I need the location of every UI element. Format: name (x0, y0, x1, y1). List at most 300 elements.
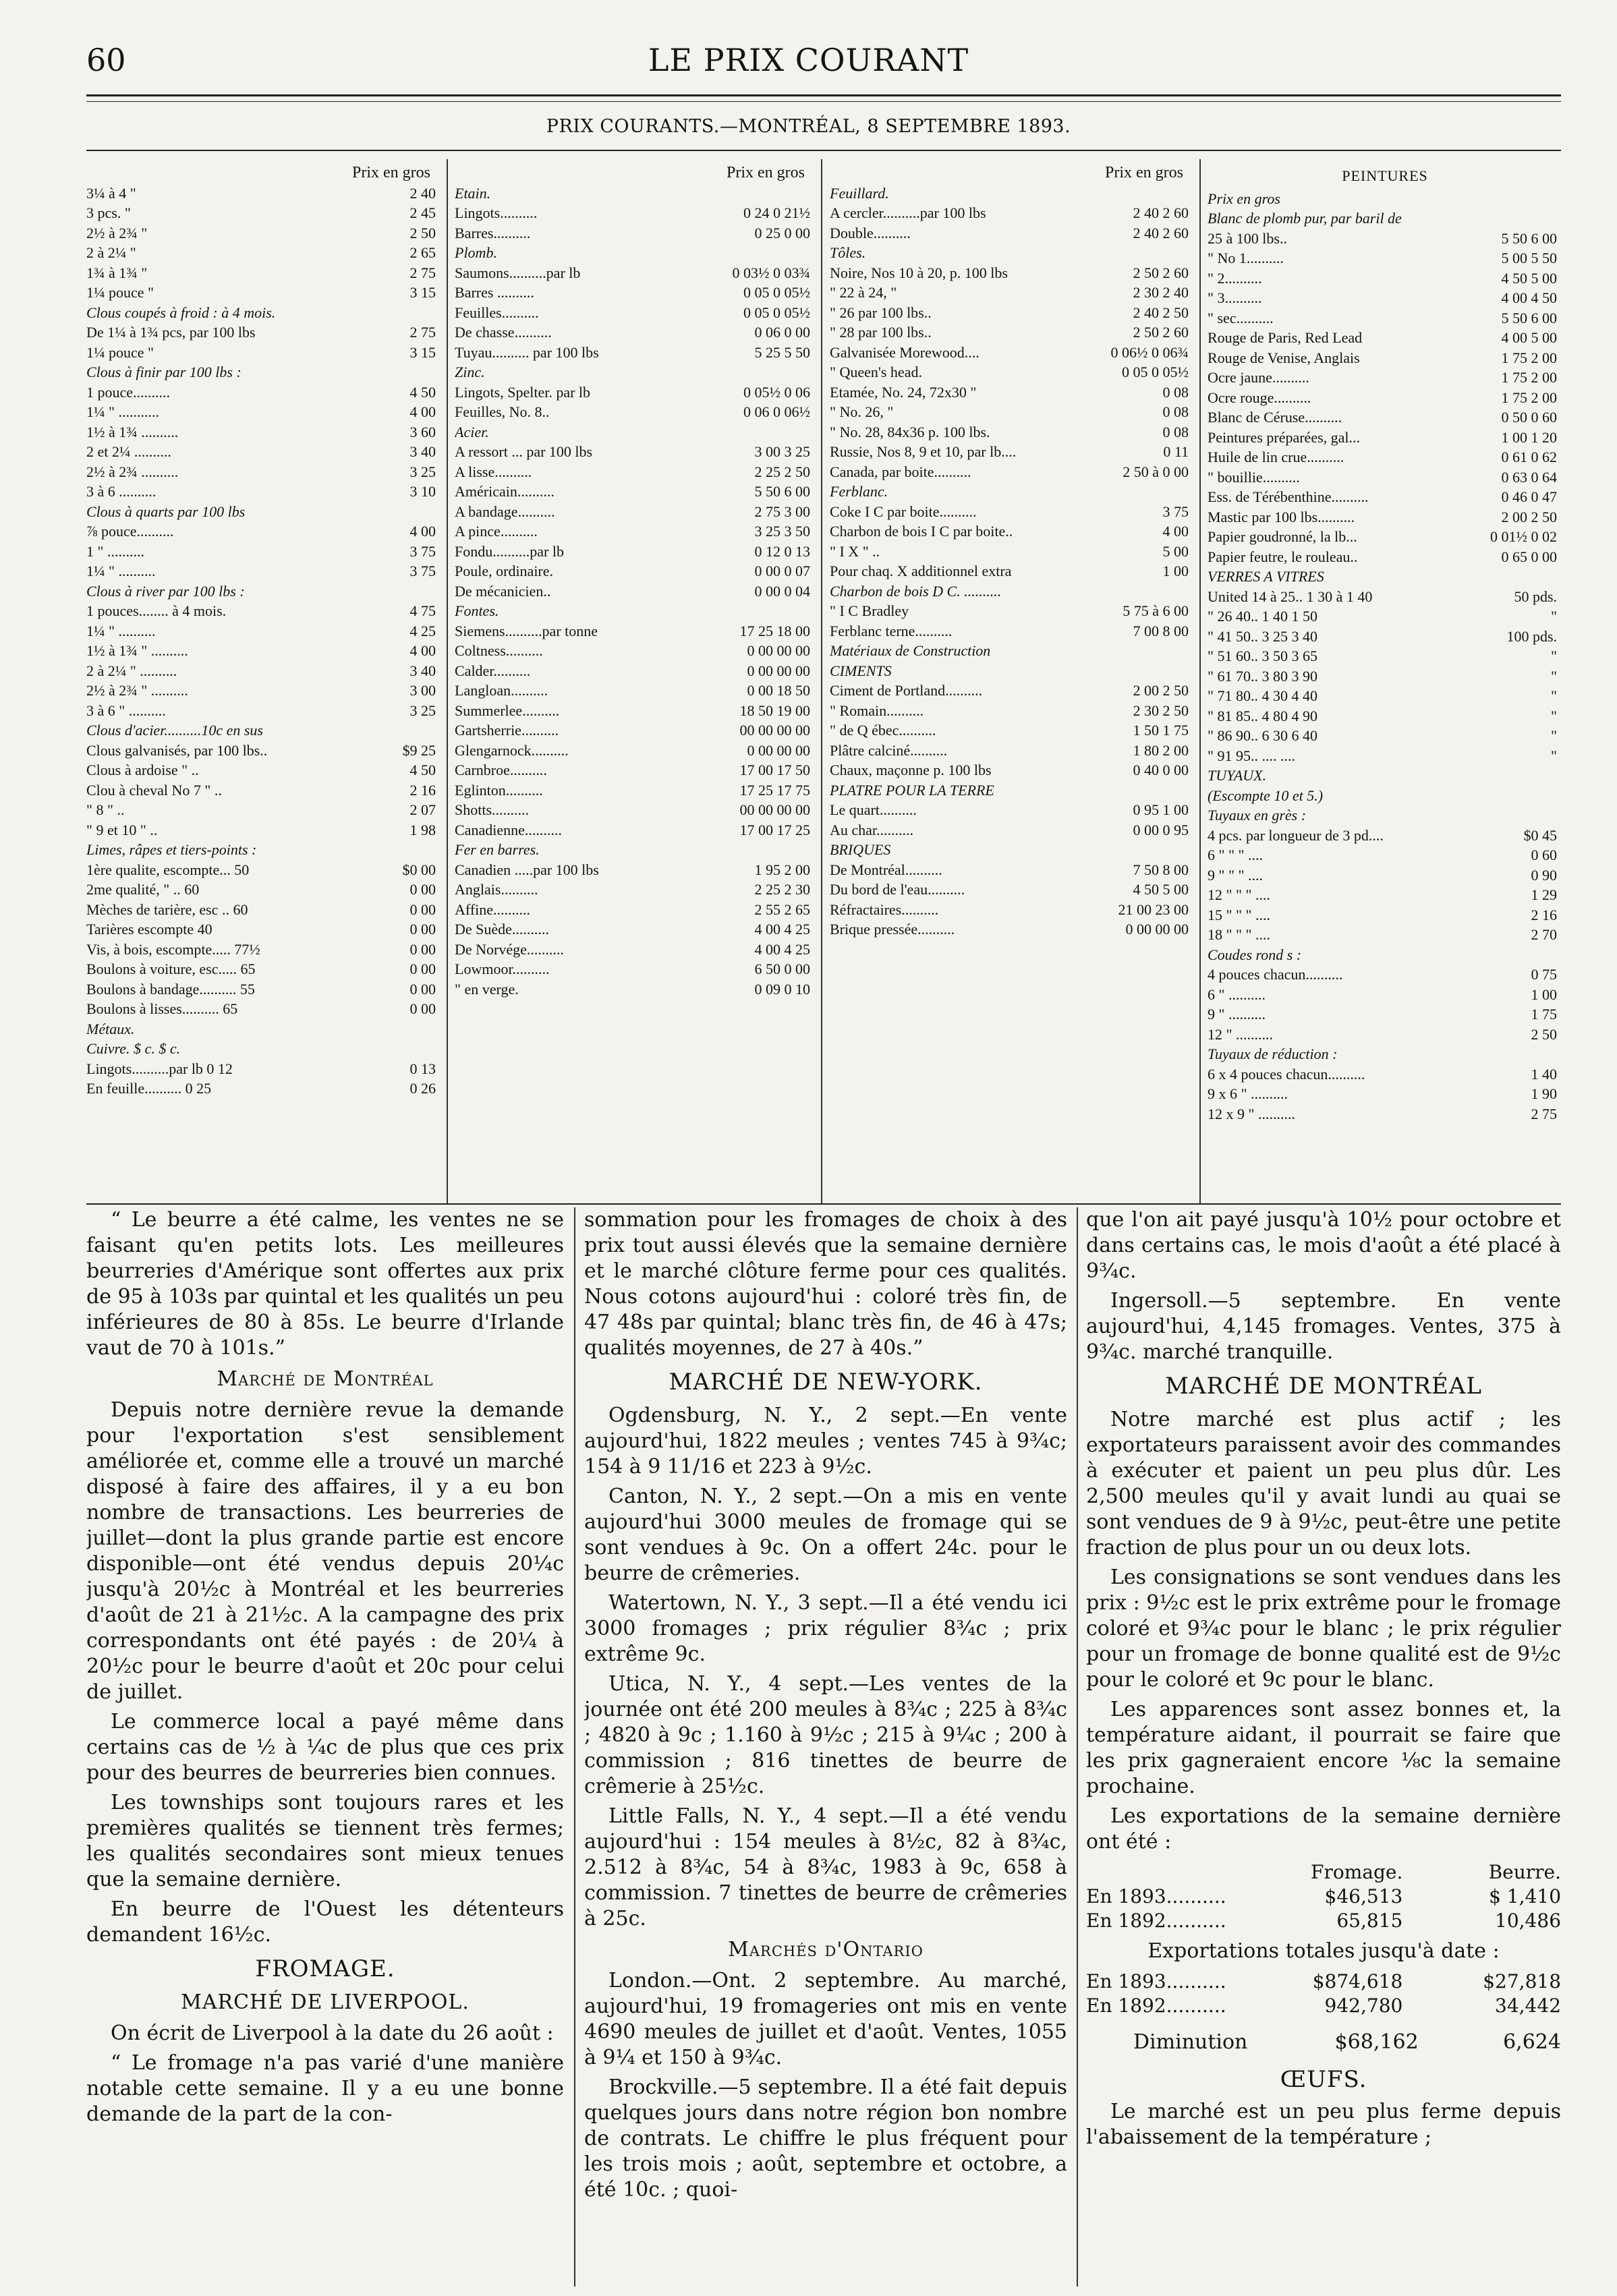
item-price (1101, 183, 1194, 204)
price-lines (86, 183, 441, 1099)
price-line (86, 343, 441, 363)
item-price: 2 30 2 40 (1133, 284, 1189, 301)
item-price: 2 50 (1531, 1025, 1557, 1043)
item-label: De Suède.......... (455, 921, 549, 938)
price-line (86, 362, 441, 382)
item-label: Langloan.......... (455, 682, 548, 699)
section-heading: FROMAGE. (255, 1955, 395, 1982)
price-line (455, 641, 816, 661)
item-price (1101, 581, 1194, 602)
item-price: 4 00 4 25 (754, 940, 810, 958)
item-label: Canadienne.......... (455, 821, 562, 838)
item-label: 1¼ " ........... (86, 403, 159, 420)
item-label: Clous à finir par 100 lbs : (86, 364, 242, 380)
item-price: 17 25 18 00 (739, 622, 810, 639)
item-price: 0 00 00 00 (1125, 921, 1189, 938)
price-line (830, 521, 1194, 542)
item-price: 3 00 (409, 682, 436, 699)
item-label: " 28 par 100 lbs.. (830, 324, 932, 341)
item-label: Lingots, Spelter. par lb (455, 383, 591, 401)
item-price (722, 183, 816, 204)
exports-header-butter: Beurre. (1488, 1861, 1561, 1883)
item-price: 0 65 0 00 (1501, 548, 1557, 565)
diminution-label: Diminution (1133, 2030, 1248, 2054)
item-price: 0 05 0 05½ (1122, 364, 1189, 380)
price-line (86, 720, 441, 741)
item-label: Réfractaires.......... (830, 900, 939, 918)
item-price (1469, 208, 1562, 229)
item-price: 4 00 (1162, 523, 1189, 540)
price-line (830, 741, 1194, 761)
item-label: Tuyaux de réduction : (1208, 1045, 1338, 1062)
item-label: 3 à 6 " .......... (86, 701, 166, 719)
item-label: " 91 95.. .... .... (1208, 747, 1295, 764)
price-line (455, 402, 816, 422)
price-line (830, 203, 1194, 223)
price-line (1208, 1064, 1562, 1085)
price-line (1208, 229, 1562, 249)
price-line (830, 800, 1194, 820)
item-label: 12 " .......... (1208, 1025, 1273, 1043)
price-line (455, 900, 816, 920)
item-price: " (1551, 667, 1557, 685)
item-price: 2 25 2 30 (754, 881, 810, 898)
item-label: Feuillard. (830, 184, 889, 202)
item-label: Boulons à lisses.......... 65 (86, 1000, 238, 1017)
item-label: Le quart.......... (830, 801, 917, 818)
item-price: 50 pds. (1514, 587, 1557, 605)
item-price (1101, 780, 1194, 801)
item-label: Papier feutre, le rouleau.. (1208, 548, 1358, 565)
item-label: Carnbroe.......... (455, 762, 547, 778)
column-header: Prix en gros (1105, 164, 1183, 181)
price-line (1208, 308, 1562, 328)
year-label: En 1893.......... (1086, 1885, 1226, 1907)
section-heading: Marchés d'Ontario (728, 1938, 924, 1961)
price-line (830, 362, 1194, 382)
price-line (830, 542, 1194, 562)
price-line (1208, 786, 1562, 806)
item-price: 4 25 (409, 622, 436, 639)
item-price: 2 00 2 50 (1133, 682, 1189, 699)
price-line (455, 422, 816, 442)
price-line (455, 521, 816, 542)
column-header: Prix en gros (352, 164, 430, 181)
item-price: 0 05 0 05½ (743, 304, 810, 321)
item-label: Russie, Nos 8, 9 et 10, par lb.... (830, 443, 1017, 460)
paragraph: Ingersoll.—5 septembre. En vente aujourd'hui, 4,145 fromages. Ventes, 375 à 9¾c. marché tranquille. (1086, 1289, 1561, 1364)
item-label: United 14 à 25.. 1 30 à 1 40 (1208, 587, 1373, 605)
item-price: 3 10 (409, 483, 436, 500)
item-label: Noire, Nos 10 à 20, p. 100 lbs (830, 264, 1008, 281)
item-price: 2 00 2 50 (1501, 508, 1557, 525)
price-line (830, 701, 1194, 721)
item-label: Matériaux de Construction (830, 642, 991, 659)
oeufs-title: ŒUFS. (1280, 2066, 1367, 2093)
price-line (86, 322, 441, 343)
item-price: 0 09 0 10 (754, 980, 810, 998)
price-line (455, 362, 816, 382)
item-label: Acier. (455, 423, 489, 440)
item-price (1469, 805, 1562, 826)
butter-value: 34,442 (1495, 1994, 1561, 2017)
price-line (455, 681, 816, 701)
item-label: Clous coupés à froid : à 4 mois. (86, 304, 276, 321)
price-line (86, 860, 441, 880)
news-column-1 (86, 1207, 564, 2293)
year-label: En 1892.......... (1086, 1994, 1226, 2017)
price-line (1208, 348, 1562, 368)
price-line (1208, 487, 1562, 507)
item-price: 2 70 (1531, 926, 1557, 943)
price-line (1208, 826, 1562, 846)
price-line (86, 621, 441, 641)
price-line (830, 900, 1194, 920)
item-price: 0 00 (409, 881, 436, 898)
item-price: 1 00 1 20 (1501, 428, 1557, 446)
item-price: 5 00 (1162, 542, 1189, 560)
paragraph: Ogdensburg, N. Y., 2 sept.—En vente aujourd'hui, 1822 meules ; ventes 745 à 9¾c; 154 à 9 11/16 et 223 à 9½c. (584, 1404, 1067, 1479)
price-line (1208, 1004, 1562, 1025)
item-label: Huile de lin crue.......... (1208, 449, 1344, 465)
export-row (1086, 1885, 1561, 1909)
item-price: 0 00 00 00 (747, 662, 810, 679)
item-price: 0 06 0 00 (754, 324, 810, 341)
item-label: " No. 26, " (830, 403, 894, 420)
item-price: 0 08 (1162, 423, 1189, 440)
item-price: 2 75 (409, 324, 436, 341)
item-label: " 81 85.. 4 80 4 90 (1208, 707, 1317, 724)
item-label: Calder.......... (455, 662, 531, 679)
item-label: Limes, râpes et tiers-points : (86, 841, 257, 858)
price-line (86, 919, 441, 940)
news-column-3 (1086, 1207, 1561, 2293)
price-line (86, 880, 441, 900)
paragraph: sommation pour les fromages de choix à des prix tout aussi élevés que la semaine dernière et le marché clôture ferme pour ces qualités. Nous cotons aujourd'hui : coloré très fin, de 47 48s par quintal; blanc très fin, de 46 à 47s; qualités moyennes, de 27 à 40s.” (584, 1208, 1067, 1360)
column-divider (821, 159, 822, 1205)
column-divider (447, 159, 448, 1205)
item-price: 4 00 4 50 (1501, 289, 1557, 306)
item-label: A bandage.......... (455, 503, 555, 520)
item-label: En feuille.......... 0 25 (86, 1080, 212, 1097)
price-line (1208, 527, 1562, 547)
item-price: 2 45 (409, 204, 436, 221)
price-line (455, 661, 816, 681)
item-label: Rouge de Paris, Red Lead (1208, 329, 1363, 346)
item-label: Canada, par boite.......... (830, 463, 971, 480)
item-price: 0 00 0 07 (754, 563, 810, 579)
price-line (1208, 666, 1562, 687)
item-price: 2 50 à 0 00 (1123, 463, 1189, 480)
item-label: Américain.......... (455, 483, 555, 500)
price-line (86, 1059, 441, 1079)
item-price: 5 75 à 6 00 (1123, 602, 1189, 619)
item-label: 1 pouces........ à 4 mois. (86, 602, 227, 619)
item-price: 1 90 (1531, 1085, 1557, 1102)
item-label: 2½ à 2¾ " (86, 224, 148, 241)
paragraph: Canton, N. Y., 2 sept.—On a mis en vente aujourd'hui 3000 meules de fromage qui se sont vendues à 9c. On a offert 24c. pour le beurre de crêmeries. (584, 1485, 1067, 1585)
news-column-2 (584, 1207, 1067, 2293)
item-label: " 86 90.. 6 30 6 40 (1208, 727, 1317, 744)
item-price (722, 601, 816, 621)
item-label: " 8 " .. (86, 801, 125, 818)
item-price: 4 50 5 00 (1133, 881, 1189, 898)
item-label: 9 " " " .... (1208, 866, 1263, 884)
item-price: 3 15 (409, 284, 436, 301)
paragraph: En beurre de l'Ouest les détenteurs demandent 16½c. (86, 1897, 564, 1947)
item-label: Peintures préparées, gal... (1208, 428, 1361, 446)
price-line (455, 223, 816, 243)
price-line (86, 701, 441, 721)
item-label: Boulons à voiture, esc..... 65 (86, 960, 256, 977)
item-price: 0 08 (1162, 383, 1189, 401)
price-line (86, 203, 441, 223)
paragraph: Les consignations se sont vendues dans les prix : 9½c est le prix extrême pour le fromage coloré et 9¾c pour le blanc ; le prix régulier pour un fromage de bonne qualité est de 9½c pour le coloré et 9c pour le blanc. (1086, 1566, 1561, 1692)
item-price: " (1551, 707, 1557, 724)
item-price: 1 50 1 75 (1133, 722, 1189, 739)
item-label: " 22 à 24, " (830, 284, 897, 301)
year-label: En 1892.......... (1086, 1910, 1226, 1932)
item-price: 21 00 23 00 (1118, 900, 1189, 918)
price-line (455, 621, 816, 641)
item-label: Pour chaq. X additionnel extra (830, 563, 1012, 579)
price-line (455, 979, 816, 1000)
price-line (1208, 467, 1562, 488)
item-label: Prix en gros (1208, 190, 1280, 207)
item-label: " 2.......... (1208, 269, 1262, 287)
item-price: 1 00 (1162, 563, 1189, 579)
price-line (455, 959, 816, 979)
item-price: 1 40 (1531, 1065, 1557, 1083)
item-label: Coke I C par boite.......... (830, 503, 977, 520)
price-line (455, 800, 816, 820)
paragraph: Les townships sont toujours rares et les premières qualités se tiennent très fermes; les qualités secondaires sont mieux tenues que la semaine dernière. (86, 1791, 564, 1891)
item-price: 0 46 0 47 (1501, 488, 1557, 505)
item-label: (Escompte 10 et 5.) (1208, 786, 1324, 804)
item-price: 0 40 0 00 (1133, 762, 1189, 778)
item-label: " 41 50.. 3 25 3 40 (1208, 627, 1317, 645)
item-price: 00 00 00 00 (739, 801, 810, 818)
price-line (86, 800, 441, 820)
price-line (455, 322, 816, 343)
item-price: 2 50 2 60 (1133, 264, 1189, 281)
item-label: " 51 60.. 3 50 3 65 (1208, 648, 1317, 664)
item-label: 3 pcs. " (86, 204, 131, 221)
price-line (455, 919, 816, 940)
item-price: 1 75 (1531, 1006, 1557, 1023)
item-label: Ciment de Portland.......... (830, 682, 983, 699)
price-lines (1208, 189, 1562, 1124)
item-label: Canadien .....par 100 lbs (455, 861, 599, 878)
item-label: " 26 par 100 lbs.. (830, 304, 932, 321)
item-price: " (1551, 727, 1557, 744)
price-line (86, 601, 441, 621)
item-price: 3 25 (409, 701, 436, 719)
price-line (86, 641, 441, 661)
price-line (1208, 646, 1562, 666)
item-label: De chasse.......... (455, 324, 552, 341)
item-label: " 71 80.. 4 30 4 40 (1208, 687, 1317, 704)
item-price: 17 25 17 75 (739, 781, 810, 799)
item-label: 12 x 9 " .......... (1208, 1105, 1295, 1122)
price-line (1208, 507, 1562, 527)
item-price: 0 26 (409, 1080, 436, 1097)
section-heading: MARCHÉ DE LIVERPOOL. (181, 1990, 470, 2014)
item-price (348, 502, 441, 522)
item-label: Feuilles, No. 8.. (455, 403, 550, 420)
price-line (1208, 288, 1562, 308)
year-label: En 1893.......... (1086, 1970, 1226, 1992)
item-label: 2 et 2¼ .......... (86, 443, 171, 460)
total-exports (1086, 1970, 1561, 2018)
item-label: Cuivre. $ c. $ c. (86, 1040, 181, 1057)
item-price: 5 00 5 50 (1501, 250, 1557, 266)
price-line (1208, 328, 1562, 348)
item-price: 1 80 2 00 (1133, 741, 1189, 759)
item-price: 1 75 2 00 (1501, 389, 1557, 406)
price-line (1208, 248, 1562, 268)
item-label: Galvanisée Morewood.... (830, 343, 980, 361)
item-price (722, 362, 816, 382)
price-line (86, 561, 441, 581)
paragraph: Les apparences sont assez bonnes et, la température aidant, il pourrait se faire que les prix gagneraient encore ⅛c la semaine prochaine. (1086, 1698, 1561, 1798)
item-label: 2me qualité, " .. 60 (86, 881, 200, 898)
price-line (86, 223, 441, 243)
item-label: " Queen's head. (830, 364, 922, 380)
item-price: 4 00 (409, 523, 436, 540)
item-label: A cercler..........par 100 lbs (830, 204, 986, 221)
price-line (86, 502, 441, 522)
price-line (86, 840, 441, 860)
item-label: Ferblanc. (830, 483, 888, 500)
item-label: A pince.......... (455, 523, 538, 540)
price-line (1208, 746, 1562, 766)
paragraph: Le commerce local a payé même dans certains cas de ½ à ¼c de plus que ces prix pour des beurres de beurreries bien connues. (86, 1710, 564, 1785)
item-label: 1¼ pouce " (86, 284, 154, 301)
price-line (830, 641, 1194, 661)
price-line (830, 442, 1194, 462)
item-label: " I C Bradley (830, 602, 909, 619)
item-label: ⅞ pouce.......... (86, 523, 174, 540)
item-price (1469, 567, 1562, 587)
cheese-value: 942,780 (1324, 1994, 1403, 2017)
price-line (830, 840, 1194, 860)
price-line (455, 542, 816, 562)
item-label: " I X " .. (830, 542, 880, 560)
running-title: LE PRIX COURANT (648, 42, 969, 78)
item-label: Lingots..........par lb 0 12 (86, 1060, 233, 1077)
price-line (830, 661, 1194, 681)
item-price: 2 40 2 60 (1133, 204, 1189, 221)
price-line (455, 263, 816, 283)
paragraph: Utica, N. Y., 4 sept.—Les ventes de la journée ont été 200 meules à 8¾c ; 225 à 8¾c ; 4820 à 9c ; 1.160 à 9½c ; 215 à 9¼c ; 200 à commission ; 816 tinettes de beurre de crêmerie à 25½c. (584, 1672, 1067, 1798)
price-column-4 (1208, 163, 1562, 1202)
item-price: " (1551, 747, 1557, 764)
item-price: 0 13 (409, 1060, 436, 1077)
item-label: Clou à cheval No 7 " .. (86, 781, 222, 799)
price-line (1208, 805, 1562, 826)
weekly-exports (1086, 1885, 1561, 1933)
price-line (455, 601, 816, 621)
item-label: Glengarnock.......... (455, 741, 569, 759)
item-price: 0 63 0 64 (1501, 468, 1557, 486)
item-price: 0 00 (409, 940, 436, 958)
item-label: Eglinton.......... (455, 781, 543, 799)
price-line (830, 243, 1194, 263)
price-line (1208, 189, 1562, 209)
item-price: 2 40 (409, 184, 436, 202)
header-rule (86, 94, 1561, 96)
price-line (830, 561, 1194, 581)
item-price: 0 00 (409, 960, 436, 977)
item-price (1469, 766, 1562, 786)
item-price: 2 50 (409, 224, 436, 241)
price-line (1208, 686, 1562, 706)
price-line (1208, 606, 1562, 627)
item-price: 0 00 0 95 (1133, 821, 1189, 838)
item-label: BRIQUES (830, 841, 891, 858)
price-line (455, 203, 816, 223)
price-line (455, 343, 816, 363)
item-price: 4 00 5 00 (1501, 329, 1557, 346)
item-label: Feuilles.......... (455, 304, 539, 321)
paragraph: Little Falls, N. Y., 4 sept.—Il a été vendu aujourd'hui : 154 meules à 8½c, 82 à 8¾c, 2.512 à 8¾c, 54 à 8¾c, 1983 à 9c, 658 à commission. 7 tinettes de beurre de crêmeries à 25c. (584, 1804, 1067, 1930)
item-label: " 26 40.. 1 40 1 50 (1208, 608, 1317, 625)
item-price: 0 08 (1162, 403, 1189, 420)
price-line (1208, 766, 1562, 786)
price-line (830, 502, 1194, 522)
item-price: 0 24 0 21½ (743, 204, 810, 221)
item-label: 9 x 6 " .......... (1208, 1085, 1288, 1102)
price-line (455, 502, 816, 522)
item-price: 2 30 2 50 (1133, 701, 1189, 719)
item-label: 6 x 4 pouces chacun.......... (1208, 1065, 1365, 1083)
item-price: 0 00 0 04 (754, 582, 810, 600)
item-price (1469, 945, 1562, 965)
price-line (455, 581, 816, 602)
price-line (455, 880, 816, 900)
cheese-value: 65,815 (1336, 1910, 1403, 1932)
item-price (1101, 482, 1194, 502)
price-line (1208, 945, 1562, 965)
item-price: 7 50 8 00 (1133, 861, 1189, 878)
item-price: 1 29 (1531, 886, 1557, 903)
item-price: 2 40 2 50 (1133, 304, 1189, 321)
price-line (86, 999, 441, 1019)
item-label: 6 " .......... (1208, 985, 1266, 1003)
item-price: " (1551, 608, 1557, 625)
section-heading: MARCHÉ DE MONTRÉAL (1165, 1373, 1482, 1400)
column-divider (574, 1207, 575, 2287)
item-price (722, 243, 816, 263)
price-line (1208, 567, 1562, 587)
item-label: Rouge de Venise, Anglais (1208, 349, 1360, 366)
price-line (1208, 925, 1562, 945)
price-line (86, 820, 441, 840)
price-line (455, 780, 816, 801)
item-label: 1 pouce.......... (86, 383, 171, 401)
price-line (1208, 388, 1562, 408)
price-line (86, 979, 441, 1000)
cheese-value: $46,513 (1324, 1885, 1403, 1907)
export-row (1086, 1909, 1561, 1933)
item-price: 3 75 (1162, 503, 1189, 520)
price-line (1208, 587, 1562, 607)
price-line (1208, 1044, 1562, 1064)
item-label: 25 à 100 lbs.. (1208, 229, 1287, 247)
item-price: 2 65 (409, 244, 436, 261)
item-price (1469, 189, 1562, 209)
